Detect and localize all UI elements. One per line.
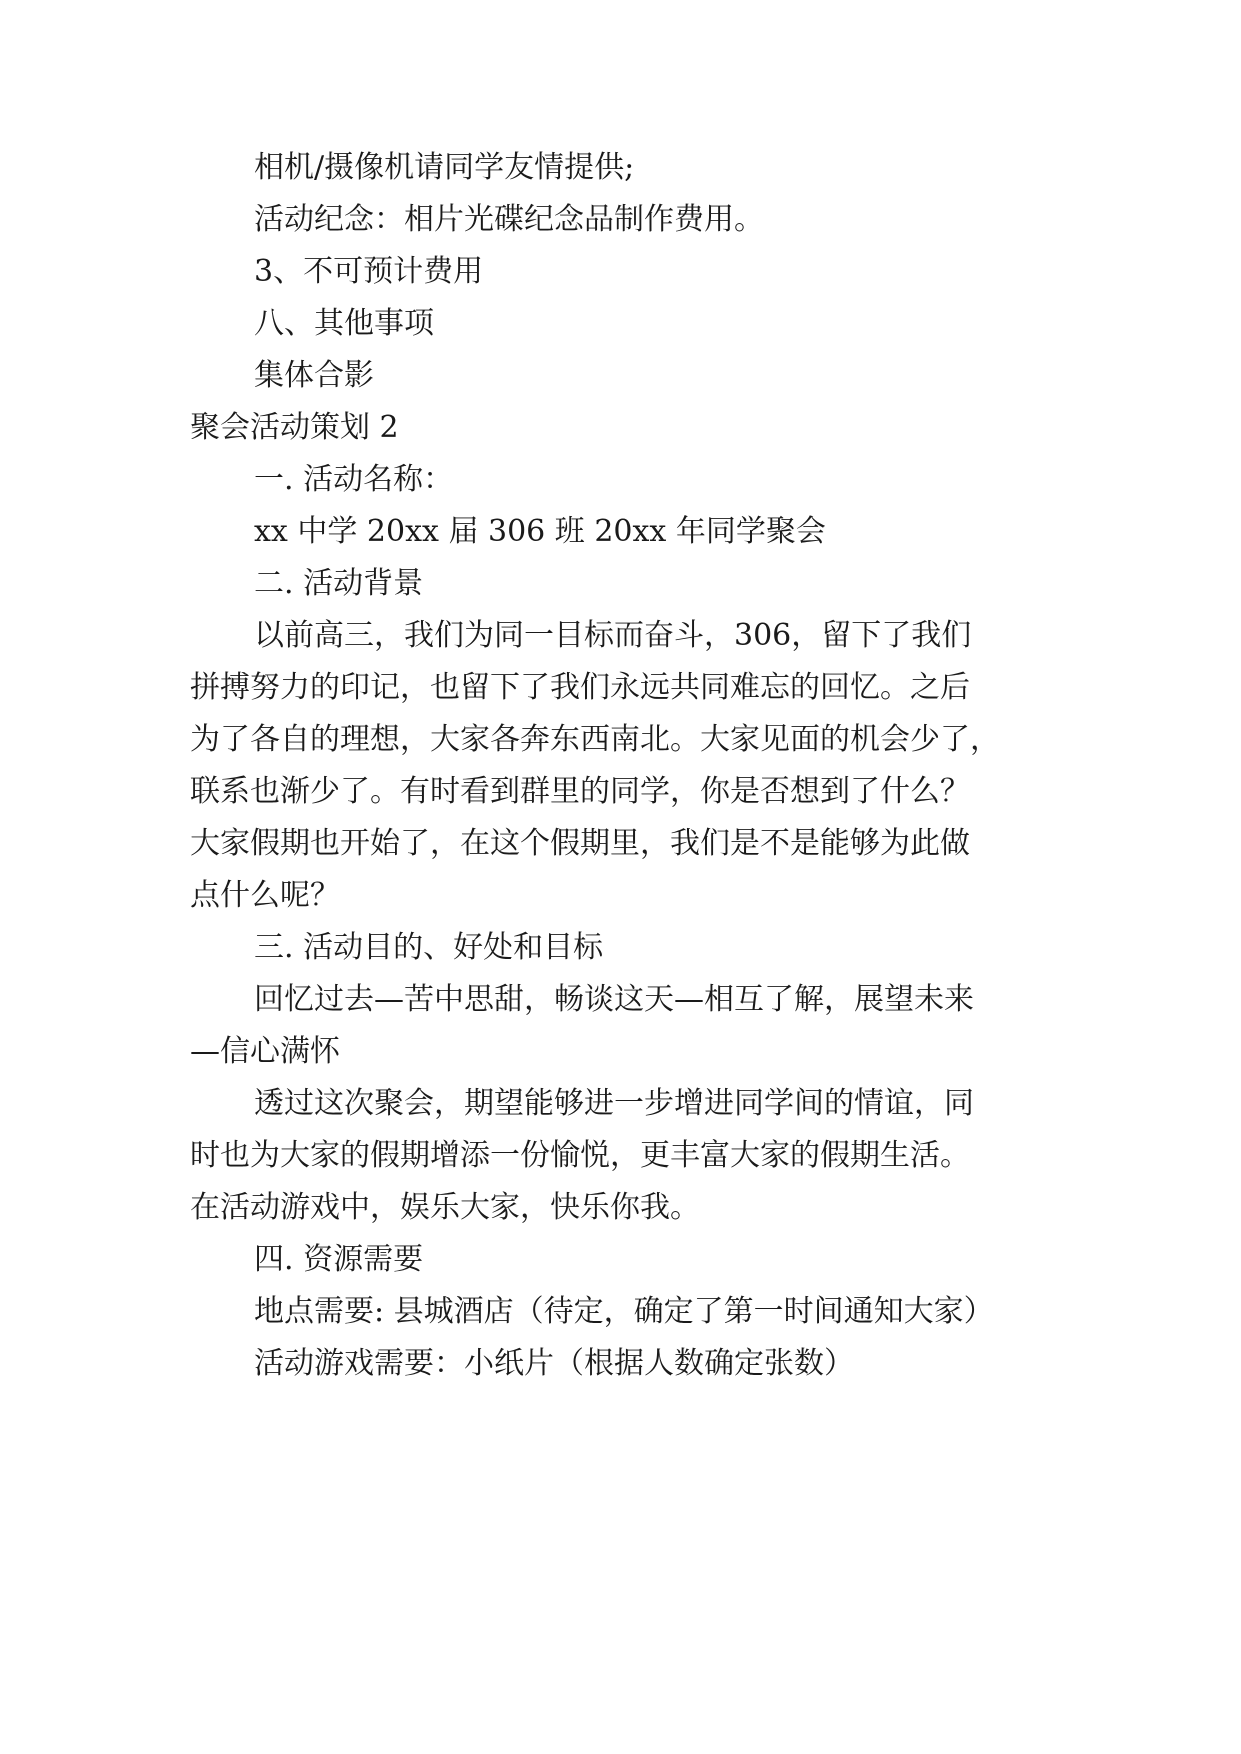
text-line: 活动游戏需要：小纸片（根据人数确定张数） — [254, 1346, 854, 1381]
paragraph-line: —信心满怀 — [190, 1034, 340, 1069]
paragraph-line: 为了各自的理想，大家各奔东西南北。大家见面的机会少了， — [190, 722, 1000, 757]
document-title: 聚会活动策划 2 — [190, 410, 399, 445]
text-line: 活动纪念：相片光碟纪念品制作费用。 — [254, 202, 764, 237]
section-heading: 二. 活动背景 — [254, 566, 424, 601]
section-heading: 八、其他事项 — [254, 306, 434, 341]
text-line: 集体合影 — [254, 358, 374, 393]
paragraph-line: 以前高三，我们为同一目标而奋斗，306，留下了我们 — [254, 618, 972, 653]
paragraph-line: 透过这次聚会，期望能够进一步增进同学间的情谊，同 — [254, 1086, 974, 1121]
paragraph-line: 大家假期也开始了，在这个假期里，我们是不是能够为此做 — [190, 826, 970, 861]
text-line: xx 中学 20xx 届 306 班 20xx 年同学聚会 — [254, 514, 826, 549]
paragraph-line: 时也为大家的假期增添一份愉悦，更丰富大家的假期生活。 — [190, 1138, 970, 1173]
text-line: 相机/摄像机请同学友情提供; — [254, 150, 635, 185]
section-heading: 四. 资源需要 — [254, 1242, 424, 1277]
paragraph-line: 点什么呢？ — [190, 878, 340, 913]
section-heading: 3、不可预计费用 — [254, 254, 484, 289]
paragraph-line: 回忆过去—苦中思甜，畅谈这天—相互了解，展望未来 — [254, 982, 974, 1017]
paragraph-line: 在活动游戏中，娱乐大家，快乐你我。 — [190, 1190, 700, 1225]
section-heading: 三. 活动目的、好处和目标 — [254, 930, 604, 965]
section-heading: 一. 活动名称： — [254, 462, 454, 497]
text-line: 地点需要: 县城酒店（待定，确定了第一时间通知大家） — [254, 1294, 994, 1329]
paragraph-line: 联系也渐少了。有时看到群里的同学，你是否想到了什么？ — [190, 774, 970, 809]
paragraph-line: 拼搏努力的印记，也留下了我们永远共同难忘的回忆。之后 — [190, 670, 970, 705]
